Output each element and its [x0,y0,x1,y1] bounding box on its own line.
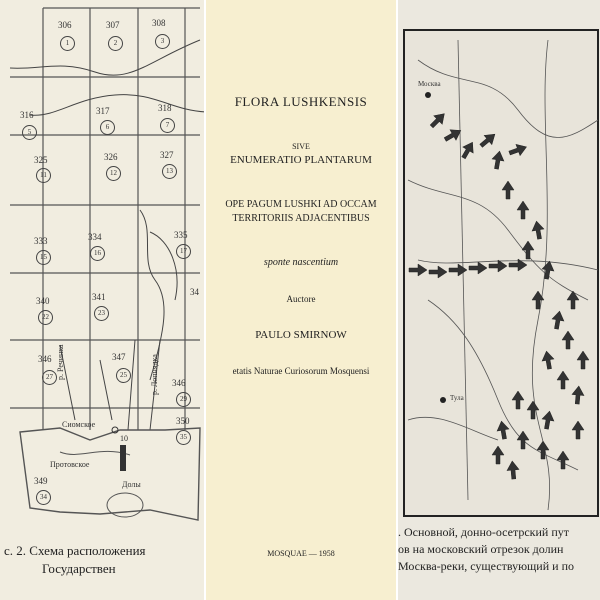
cell-circle: 7 [160,118,175,133]
city-label: Москва [418,80,441,88]
cell-circle: 25 [116,368,131,383]
cell-number: 341 [92,292,106,302]
cell-circle: 16 [90,246,105,261]
subtitle: ENUMERATIO PLANTARUM [230,154,372,166]
cell-number: 307 [106,20,120,30]
sponte-line: sponte nascentium [263,257,339,268]
figure-caption [398,524,574,575]
sive-label: SIVE [292,142,310,151]
cell-number: 316 [20,110,34,120]
book-title: FLORA LUSHKENSIS [234,94,368,109]
caption-line: Москва-реки, существующий и по [398,559,574,573]
cell-number: 325 [34,155,48,165]
subtitle-line: TERRITORIIS ADJACENTIBUS [232,213,370,224]
cell-number: 349 [34,476,48,486]
place-label: Протовское [50,460,90,469]
caption-line: Государствен [42,561,116,576]
auctore-label: Auctore [286,294,316,304]
cell-number: 335 [174,230,188,240]
cell-number: 340 [36,296,50,306]
cell-number: 308 [152,18,166,28]
cell-circle: 15 [36,250,51,265]
cell-circle: 6 [100,120,115,135]
river-label: р. Лопнядка [150,354,159,395]
cell-circle: 27 [42,370,57,385]
cell-number: 333 [34,236,48,246]
cell-circle: 22 [38,310,53,325]
cell-circle: 12 [106,166,121,181]
cell-circle: 5 [22,125,37,140]
cell-number: 327 [160,150,174,160]
caption-line: . Основной, донно-осетрский пут [398,525,570,539]
cell-circle: 13 [162,164,177,179]
city-label: Тула [450,394,464,402]
cell-circle: 35 [176,430,191,445]
cell-circle: 34 [36,490,51,505]
cell-number: 350 [176,416,190,426]
cell-number: 317 [96,106,110,116]
cell-circle: 11 [36,168,51,183]
cell-circle: 3 [155,34,170,49]
cell-circle: 23 [94,306,109,321]
cell-number: 346 [172,378,186,388]
title-page-panel [206,0,396,600]
caption-line: ов на московский отрезок долин [398,542,564,556]
author-name: PAULO SMIRNOW [255,329,347,341]
map-grid-panel [0,0,206,600]
cell-circle: 2 [108,36,123,51]
place-label: Долы [122,480,141,489]
cell-number: 326 [104,152,118,162]
society-line: etatis Naturae Curiosorum Mosquensi [232,366,370,376]
cell-circle: 1 [60,36,75,51]
route-map-panel [398,0,600,600]
route-map [398,0,600,600]
caption-line: с. 2. Схема расположения [4,543,146,558]
river-label: р. Речинка [56,344,65,380]
cell-circle: 17 [176,244,191,259]
cell-circle: 29 [176,392,191,407]
subtitle-line: OPE PAGUM LUSHKI AD OCCAM [225,199,377,210]
cell-number: 334 [88,232,102,242]
cell-number: 34 [190,287,199,297]
imprint: MOSQUAE — 1958 [267,549,335,558]
figure-caption [4,542,146,578]
place-label: 10 [120,434,128,443]
cell-number: 347 [112,352,126,362]
place-label: Сиомское [62,420,96,429]
cell-number: 318 [158,103,172,113]
cell-number: 346 [38,354,52,364]
cell-number: 306 [58,20,72,30]
